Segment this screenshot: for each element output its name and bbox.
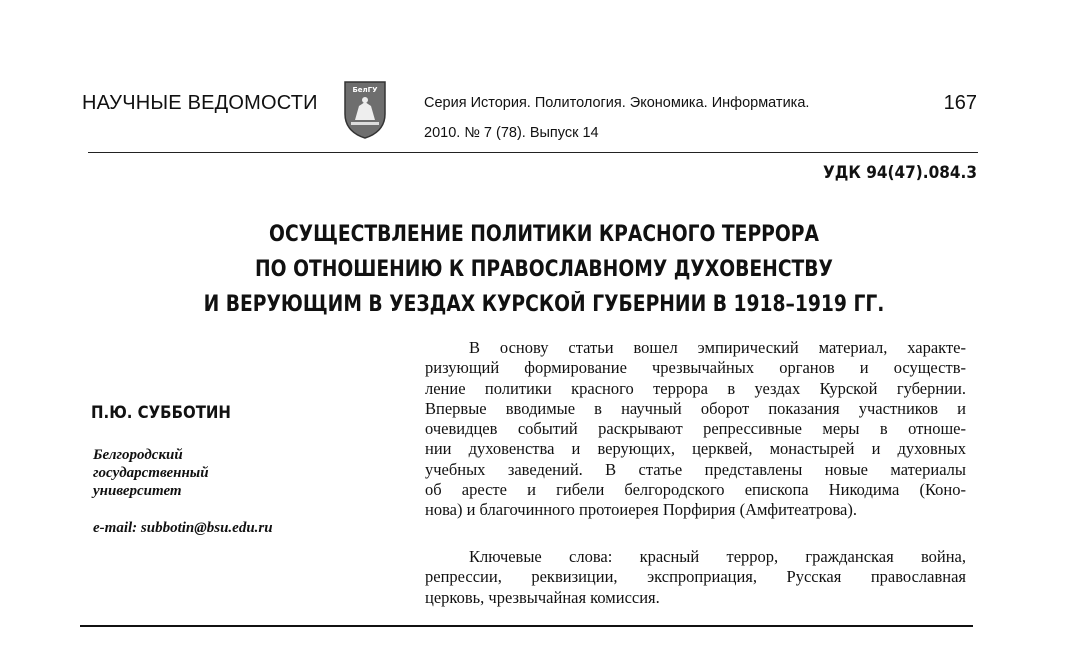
affiliation-line: государственный [93,465,209,481]
abstract-line: ризующий формирование чрезвычайных органов и осуществ- [425,358,966,378]
footer-rule [80,625,973,627]
issue-info: 2010. № 7 (78). Выпуск 14 [424,125,599,141]
journal-name: НАУЧНЫЕ ВЕДОМОСТИ [82,92,318,114]
abstract-line: учебных заведений. В статье представлены новые материалы [425,459,966,479]
title-line: И ВЕРУЮЩИМ В УЕЗДАХ КУРСКОЙ ГУБЕРНИИ В 1918–1919 ГГ. [203,292,885,317]
affiliation-line: университет [93,483,182,499]
abstract-line: нии духовенства и верующих, церквей, монастырей и духовных [425,439,966,459]
abstract-line: Впервые вводимые в научный оборот показания участников и [425,398,966,418]
page-number: 167 [943,92,977,114]
affiliation-line: Белгородский [93,447,183,463]
abstract-line: В основу статьи вошел эмпирический материал, характе- [469,338,966,357]
title-line: ОСУЩЕСТВЛЕНИЕ ПОЛИТИКИ КРАСНОГО ТЕРРОРА [269,222,819,247]
series-title: Серия История. Политология. Экономика. Информатика. [424,95,810,111]
university-logo [341,80,389,140]
keywords-line: церковь, чрезвычайная комиссия. [425,587,660,607]
abstract-line: об аресте и гибели белгородского епископа Никодима (Коно- [425,480,966,500]
author-email: e-mail: subbotin@bsu.edu.ru [93,520,273,536]
abstract-line: очевидцев событий раскрывают репрессивные меры в отноше- [425,419,966,439]
abstract-line: ление политики красного террора в уездах Курской губернии. [425,378,966,398]
logo-text: БелГУ [352,86,378,94]
keywords-line: Ключевые слова: красный террор, гражданская война, [469,547,966,566]
series-info [424,88,809,148]
author-affiliation [93,446,209,500]
title-line: ПО ОТНОШЕНИЮ К ПРАВОСЛАВНОМУ ДУХОВЕНСТВУ [255,257,833,282]
udc-code: УДК 94(47).084.3 [822,163,977,183]
article-title [0,217,1088,322]
keywords [425,547,966,608]
abstract [425,338,966,521]
keywords-line: репрессии, реквизиции, экспроприация, Русская православная [425,567,966,587]
author-name: П.Ю. СУББОТИН [91,403,231,423]
abstract-line: нова) и благочинного протоиерея Порфирия (Амфитеатрова). [425,500,858,520]
header-rule [88,152,978,153]
